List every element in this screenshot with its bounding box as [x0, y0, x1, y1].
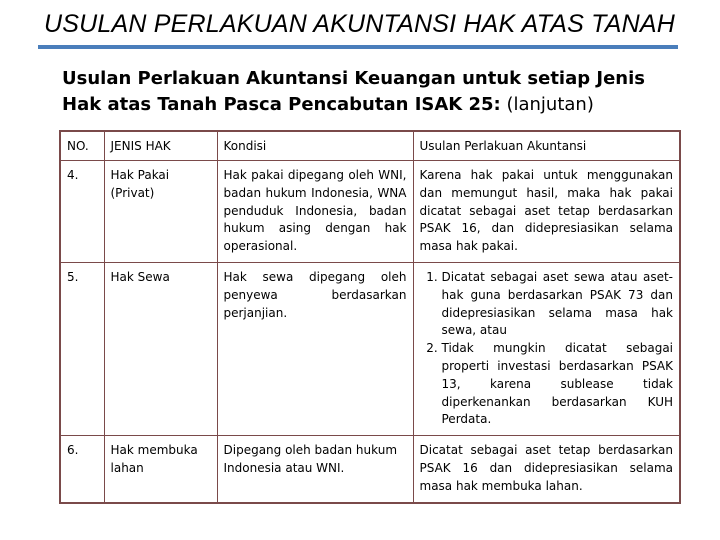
- usulan-list-item: 2. Tidak mungkin dicatat sebagai properti investasi berdasarkan PSAK 13, karena sublease tidak diperkenankan berdasarkan KUH Perdata.: [442, 340, 674, 429]
- usulan-list-item: 1. Dicatat sebagai aset sewa atau aset-hak guna berdasarkan PSAK 73 dan didepresiasikan selama masa hak sewa, atau: [442, 269, 674, 340]
- row-no: 5.: [60, 262, 104, 435]
- row-jenis-hak: Hak Pakai (Privat): [104, 161, 217, 263]
- row-kondisi: Hak sewa dipegang oleh penyewa berdasarkan perjanjian.: [217, 262, 413, 435]
- subtitle: [62, 66, 682, 118]
- row-usulan: Karena hak pakai untuk menggunakan dan memungut hasil, maka hak pakai dicatat sebagai aset tetap berdasarkan PSAK 16, dan didepresiasikan selama masa hak pakai.: [413, 161, 680, 263]
- table-row: [60, 161, 680, 263]
- header-usulan: Usulan Perlakuan Akuntansi: [413, 131, 680, 161]
- row-jenis-hak: Hak membuka lahan: [104, 436, 217, 503]
- treatment-table: [59, 130, 681, 504]
- header-jenis-hak: JENIS HAK: [104, 131, 217, 161]
- subtitle-bold: Usulan Perlakuan Akuntansi Keuangan untuk setiap Jenis Hak atas Tanah Pasca Pencabutan ISAK 25:: [62, 68, 646, 115]
- table-row: [60, 262, 680, 435]
- slide-title: USULAN PERLAKUAN AKUNTANSI HAK ATAS TANAH: [44, 10, 676, 38]
- row-usulan: [413, 262, 680, 435]
- row-jenis-hak: Hak Sewa: [104, 262, 217, 435]
- row-no: 4.: [60, 161, 104, 263]
- header-kondisi: Kondisi: [217, 131, 413, 161]
- row-usulan: Dicatat sebagai aset tetap berdasarkan PSAK 16 dan didepresiasikan selama masa hak membuka lahan.: [413, 436, 680, 503]
- usulan-list: [420, 269, 674, 429]
- table-header-row: [60, 131, 680, 161]
- row-kondisi: Hak pakai dipegang oleh WNI, badan hukum Indonesia, WNA penduduk Indonesia, badan hukum asing dengan hak operasional.: [217, 161, 413, 263]
- row-no: 6.: [60, 436, 104, 503]
- title-divider: [38, 45, 678, 49]
- header-no: NO.: [60, 131, 104, 161]
- row-kondisi: Dipegang oleh badan hukum Indonesia atau WNI.: [217, 436, 413, 503]
- table-row: [60, 436, 680, 503]
- subtitle-suffix: (lanjutan): [500, 94, 594, 115]
